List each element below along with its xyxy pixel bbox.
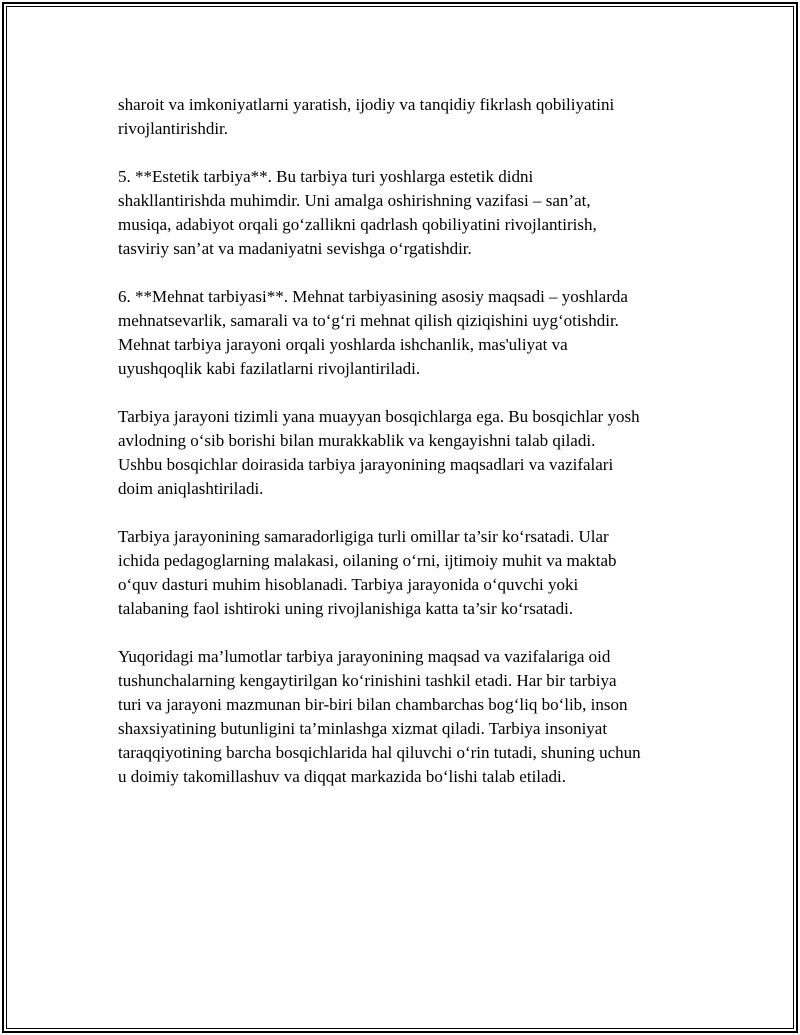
paragraph-5 [118, 525, 692, 621]
text-line: Tarbiya jarayonining samaradorligiga turli omillar ta’sir ko‘rsatadi. Ular [118, 527, 609, 546]
text-line: avlodning o‘sib borishi bilan murakkablik va kengayishni talab qiladi. [118, 431, 596, 450]
text-line: 5. **Estetik tarbiya**. Bu tarbiya turi yoshlarga estetik didni [118, 167, 534, 186]
paragraph-6 [118, 645, 692, 789]
text-line: tushunchalarning kengaytirilgan ko‘rinishini tashkil etadi. Har bir tarbiya [118, 671, 617, 690]
text-line: Ushbu bosqichlar doirasida tarbiya jarayonining maqsadlari va vazifalari [118, 455, 614, 474]
paragraph-3 [118, 285, 692, 381]
text-line: Yuqoridagi ma’lumotlar tarbiya jarayonining maqsad va vazifalariga oid [118, 647, 611, 666]
text-line: Tarbiya jarayoni tizimli yana muayyan bosqichlarga ega. Bu bosqichlar yosh [118, 407, 640, 426]
text-line: talabaning faol ishtiroki uning rivojlanishiga katta ta’sir ko‘rsatadi. [118, 599, 574, 618]
text-line: Mehnat tarbiya jarayoni orqali yoshlarda ishchanlik, mas'uliyat va [118, 335, 568, 354]
text-line: mehnatsevarlik, samarali va to‘g‘ri mehnat qilish qiziqishini uyg‘otishdir. [118, 311, 619, 330]
paragraph-1 [118, 93, 692, 141]
text-line: tasviriy san’at va madaniyatni sevishga o‘rgatishdir. [118, 239, 472, 258]
text-line: u doimiy takomillashuv va diqqat markazida bo‘lishi talab etiladi. [118, 767, 567, 786]
text-line: 6. **Mehnat tarbiyasi**. Mehnat tarbiyasining asosiy maqsadi – yoshlarda [118, 287, 628, 306]
paragraph-4 [118, 405, 692, 501]
text-line: ichida pedagoglarning malakasi, oilaning o‘rni, ijtimoiy muhit va maktab [118, 551, 617, 570]
text-line: shakllantirishda muhimdir. Uni amalga oshirishning vazifasi – san’at, [118, 191, 591, 210]
text-line: uyushqoqlik kabi fazilatlarni rivojlantiriladi. [118, 359, 421, 378]
text-line: rivojlantirishdir. [118, 119, 229, 138]
text-line: musiqa, adabiyot orqali go‘zallikni qadrlash qobiliyatini rivojlantirish, [118, 215, 597, 234]
paragraph-2 [118, 165, 692, 261]
text-line: o‘quv dasturi muhim hisoblanadi. Tarbiya jarayonida o‘quvchi yoki [118, 575, 579, 594]
document-body [118, 93, 692, 813]
text-line: doim aniqlashtiriladi. [118, 479, 264, 498]
text-line: shaxsiyatining butunligini ta’minlashga xizmat qiladi. Tarbiya insoniyat [118, 719, 608, 738]
text-line: sharoit va imkoniyatlarni yaratish, ijodiy va tanqidiy fikrlash qobiliyatini [118, 95, 615, 114]
text-line: taraqqiyotining barcha bosqichlarida hal qiluvchi o‘rin tutadi, shuning uchun [118, 743, 641, 762]
text-line: turi va jarayoni mazmunan bir-biri bilan chambarchas bog‘liq bo‘lib, inson [118, 695, 628, 714]
